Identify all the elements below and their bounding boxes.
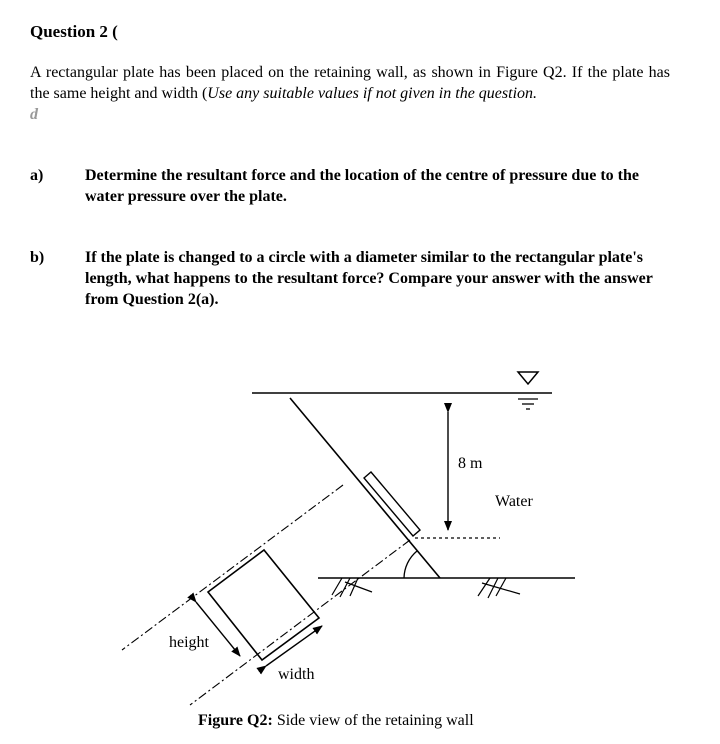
retaining-wall-line	[290, 398, 440, 578]
part-a-label: a)	[30, 167, 44, 184]
width-dimension-arrow	[266, 626, 322, 666]
projected-plate-square	[208, 550, 319, 660]
figure-caption-text: Side view of the retaining wall	[272, 712, 474, 729]
figure-caption-label: Figure Q2:	[198, 712, 273, 729]
question-title-text: Question 2 (	[30, 22, 118, 41]
intro-main-text: A rectangular plate has been placed on the retaining wall, as shown in Figure Q2. If the plate has the same height and width (	[30, 64, 670, 102]
intro-italic-text: Use any suitable values if not given in the question.	[207, 85, 538, 102]
wall-angle-arc	[404, 551, 417, 578]
part-b-text: If the plate is changed to a circle with a diameter similar to the rectangular plate's length, what happens to the resultant force? Compare your answer with the answer from Question 2(a).	[85, 249, 653, 308]
figure-caption	[198, 712, 474, 730]
water-label: Water	[495, 493, 533, 510]
ground-hatch-right	[478, 578, 520, 598]
height-label: height	[169, 634, 209, 651]
free-surface-symbol-icon	[518, 372, 538, 384]
plate-on-wall	[364, 472, 420, 536]
part-b-label: b)	[30, 249, 45, 266]
intro-trailing-text: d	[30, 106, 38, 123]
width-label: width	[278, 666, 315, 683]
part-a-text: Determine the resultant force and the location of the centre of pressure due to the water pressure over the plate.	[85, 167, 639, 205]
depth-label: 8 m	[458, 455, 483, 472]
